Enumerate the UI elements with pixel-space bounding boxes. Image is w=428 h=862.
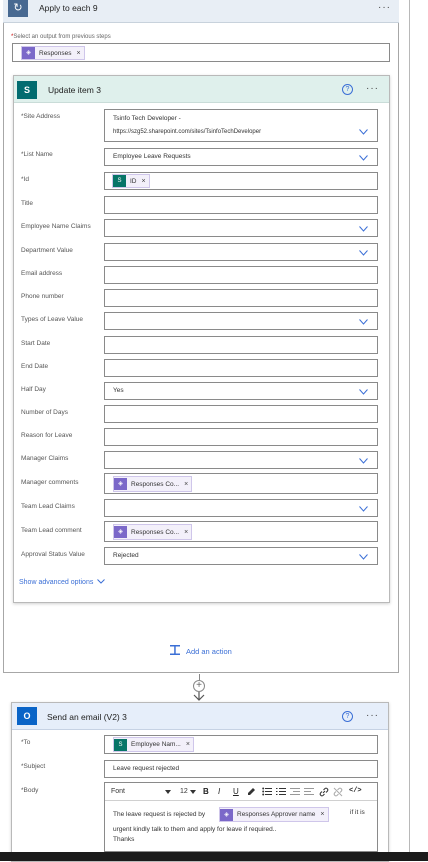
sharepoint-token-icon: S (113, 175, 126, 187)
apply-to-each-title: Apply to each 9 (39, 3, 98, 13)
add-an-action-label: Add an action (185, 646, 232, 656)
team-lead-claims-label: Team Lead Claims (21, 503, 75, 510)
list-name-label-text: List Name (23, 151, 53, 158)
site-address-line2: https://szg52.sharepoint.com/sites/TsinfoTechDeveloper (113, 129, 262, 135)
chevron-down-icon[interactable] (359, 458, 368, 467)
subject-label-text: Subject (23, 763, 46, 770)
show-advanced-options-link[interactable] (19, 579, 105, 586)
update-more-menu-icon[interactable]: ··· (366, 83, 379, 94)
number-of-days-input[interactable] (104, 405, 378, 423)
required-marker: * (21, 763, 24, 770)
team-lead-comment-input[interactable] (104, 521, 378, 542)
chevron-down-icon[interactable] (359, 554, 368, 563)
link-icon[interactable] (319, 787, 329, 799)
remove-token-icon[interactable]: × (320, 811, 325, 818)
manager-claims-dropdown[interactable] (104, 451, 378, 469)
subject-value: Leave request rejected (113, 765, 180, 772)
email-address-input[interactable] (104, 266, 378, 284)
start-date-input[interactable] (104, 336, 378, 354)
apply-more-menu-icon[interactable]: ··· (378, 2, 391, 13)
approval-status-dropdown[interactable] (104, 547, 378, 565)
update-item-header[interactable] (14, 76, 389, 103)
bold-icon[interactable]: B (203, 787, 209, 796)
employee-name-claims-dropdown[interactable] (104, 219, 378, 237)
required-marker: * (21, 176, 24, 183)
email-more-menu-icon[interactable]: ··· (366, 710, 379, 721)
manager-comments-input[interactable] (104, 473, 378, 494)
chevron-down-icon[interactable] (165, 789, 171, 796)
add-action-icon (169, 644, 181, 658)
id-token-label: ID (130, 177, 137, 185)
approvals-icon: ◈ (22, 47, 35, 59)
subject-input[interactable] (104, 760, 378, 778)
required-marker: * (11, 34, 14, 40)
remove-token-icon[interactable]: × (141, 177, 146, 185)
half-day-dropdown[interactable] (104, 382, 378, 400)
body-text-line1: The leave request is rejected by (113, 811, 206, 818)
subject-label (21, 763, 45, 770)
title-label: Title (21, 200, 34, 207)
body-toolbar (105, 783, 377, 801)
employee-name-claims-label: Employee Name Claims (21, 223, 91, 230)
approvals-icon: ◈ (220, 809, 233, 821)
increase-indent-icon[interactable] (304, 787, 314, 798)
chevron-down-icon[interactable] (190, 789, 196, 796)
to-input[interactable] (104, 735, 378, 754)
help-icon[interactable]: ? (342, 711, 353, 722)
chevron-down-icon[interactable] (359, 155, 368, 164)
end-date-input[interactable] (104, 359, 378, 377)
list-name-value: Employee Leave Requests (113, 153, 191, 160)
body-editor[interactable] (104, 782, 378, 852)
required-marker: * (21, 151, 24, 158)
font-size-select[interactable]: 12 (180, 788, 188, 795)
send-email-title: Send an email (V2) 3 (47, 712, 127, 722)
title-input[interactable] (104, 196, 378, 214)
half-day-label: Half Day (21, 386, 46, 393)
numbered-list-icon[interactable] (276, 787, 286, 798)
number-of-days-label: Number of Days (21, 409, 68, 416)
id-input[interactable] (104, 172, 378, 190)
responses-token[interactable] (21, 46, 85, 60)
approval-status-value: Rejected (113, 552, 139, 559)
sharepoint-icon: S (17, 81, 37, 99)
approvals-icon: ◈ (114, 478, 127, 490)
types-of-leave-dropdown[interactable] (104, 312, 378, 330)
chevron-down-icon[interactable] (359, 250, 368, 259)
underline-icon[interactable]: U (233, 787, 239, 796)
add-an-action-button[interactable] (169, 644, 232, 658)
approvals-icon: ◈ (114, 526, 127, 538)
team-lead-claims-dropdown[interactable] (104, 499, 378, 517)
canvas-scrollbar[interactable] (409, 0, 418, 861)
bullet-list-icon[interactable] (262, 787, 272, 798)
remove-token-icon[interactable]: × (185, 741, 190, 748)
team-lead-comment-label: Team Lead comment (21, 527, 82, 534)
remove-token-icon[interactable]: × (76, 49, 81, 57)
apply-to-each-header[interactable] (3, 0, 399, 23)
site-address-label-text: Site Address (23, 113, 61, 120)
id-label (21, 176, 29, 183)
italic-icon[interactable]: I (218, 787, 221, 796)
reason-for-leave-label: Reason for Leave (21, 432, 73, 439)
update-item-title: Update item 3 (48, 85, 101, 95)
manager-comments-token-label: Responses Co... (131, 480, 180, 488)
font-select[interactable]: Font (111, 788, 126, 795)
types-of-leave-label: Types of Leave Value (21, 316, 84, 323)
team-lead-comment-token[interactable] (113, 524, 192, 540)
department-value-dropdown[interactable] (104, 243, 378, 261)
select-output-input[interactable] (12, 43, 390, 62)
body-text-line1-end: if it is (350, 809, 365, 816)
approver-name-token[interactable] (219, 807, 329, 822)
remove-token-icon[interactable]: × (184, 480, 189, 488)
required-marker: * (21, 739, 24, 746)
employee-name-token[interactable] (113, 737, 194, 752)
insert-step-plus-icon[interactable]: + (193, 680, 205, 692)
highlight-pen-icon[interactable] (247, 787, 256, 798)
approver-name-token-label: Responses Approver name (237, 811, 316, 818)
required-marker: * (21, 113, 24, 120)
body-text-line2: urgent kindly talk to them and apply for leave if required.. (113, 826, 277, 833)
reason-for-leave-input[interactable] (104, 428, 378, 446)
chevron-down-icon (97, 579, 105, 586)
loop-icon: ↻ (8, 0, 28, 17)
body-label (21, 787, 38, 794)
manager-claims-label: Manager Claims (21, 455, 69, 462)
chevron-down-icon[interactable] (359, 226, 368, 235)
to-label (21, 739, 30, 746)
outlook-icon: O (17, 707, 37, 725)
taskbar (0, 852, 428, 861)
id-token[interactable] (112, 174, 150, 188)
sharepoint-token-icon: S (114, 739, 127, 751)
site-address-dropdown[interactable] (104, 109, 378, 142)
responses-token-label: Responses (39, 49, 72, 57)
body-label-text: Body (23, 787, 39, 794)
chevron-down-icon[interactable] (359, 319, 368, 328)
select-output-label-text: Select an output from previous steps (13, 34, 111, 40)
manager-comments-token[interactable] (113, 476, 192, 492)
email-address-label: Email address (21, 270, 63, 277)
approval-status-label: Approval Status Value (21, 551, 85, 558)
department-value-label: Department Value (21, 247, 73, 254)
id-label-text: Id (23, 176, 29, 183)
site-address-label (21, 113, 60, 120)
decrease-indent-icon[interactable] (290, 787, 300, 798)
send-email-header[interactable] (12, 703, 388, 730)
help-icon[interactable]: ? (342, 84, 353, 95)
manager-comments-label: Manager comments (21, 479, 79, 486)
required-marker: * (21, 787, 24, 794)
unlink-icon[interactable] (333, 787, 343, 799)
site-address-line1: Tsinfo Tech Developer - (113, 115, 181, 122)
chevron-down-icon[interactable] (359, 389, 368, 398)
chevron-down-icon[interactable] (359, 129, 368, 138)
half-day-value: Yes (113, 387, 124, 394)
chevron-down-icon[interactable] (359, 506, 368, 515)
phone-number-input[interactable] (104, 289, 378, 307)
show-advanced-options-label: Show advanced options (19, 579, 94, 586)
team-lead-comment-token-label: Responses Co... (131, 528, 180, 536)
select-output-label (11, 34, 111, 40)
end-date-label: End Date (21, 363, 49, 370)
start-date-label: Start Date (21, 340, 51, 347)
list-name-dropdown[interactable] (104, 148, 378, 166)
list-name-label (21, 151, 53, 158)
body-text-line3: Thanks (113, 836, 135, 843)
to-label-text: To (23, 739, 31, 746)
code-view-icon[interactable]: </> (349, 787, 362, 795)
employee-name-token-label: Employee Nam... (131, 741, 181, 748)
phone-number-label: Phone number (21, 293, 64, 300)
remove-token-icon[interactable]: × (184, 528, 189, 536)
